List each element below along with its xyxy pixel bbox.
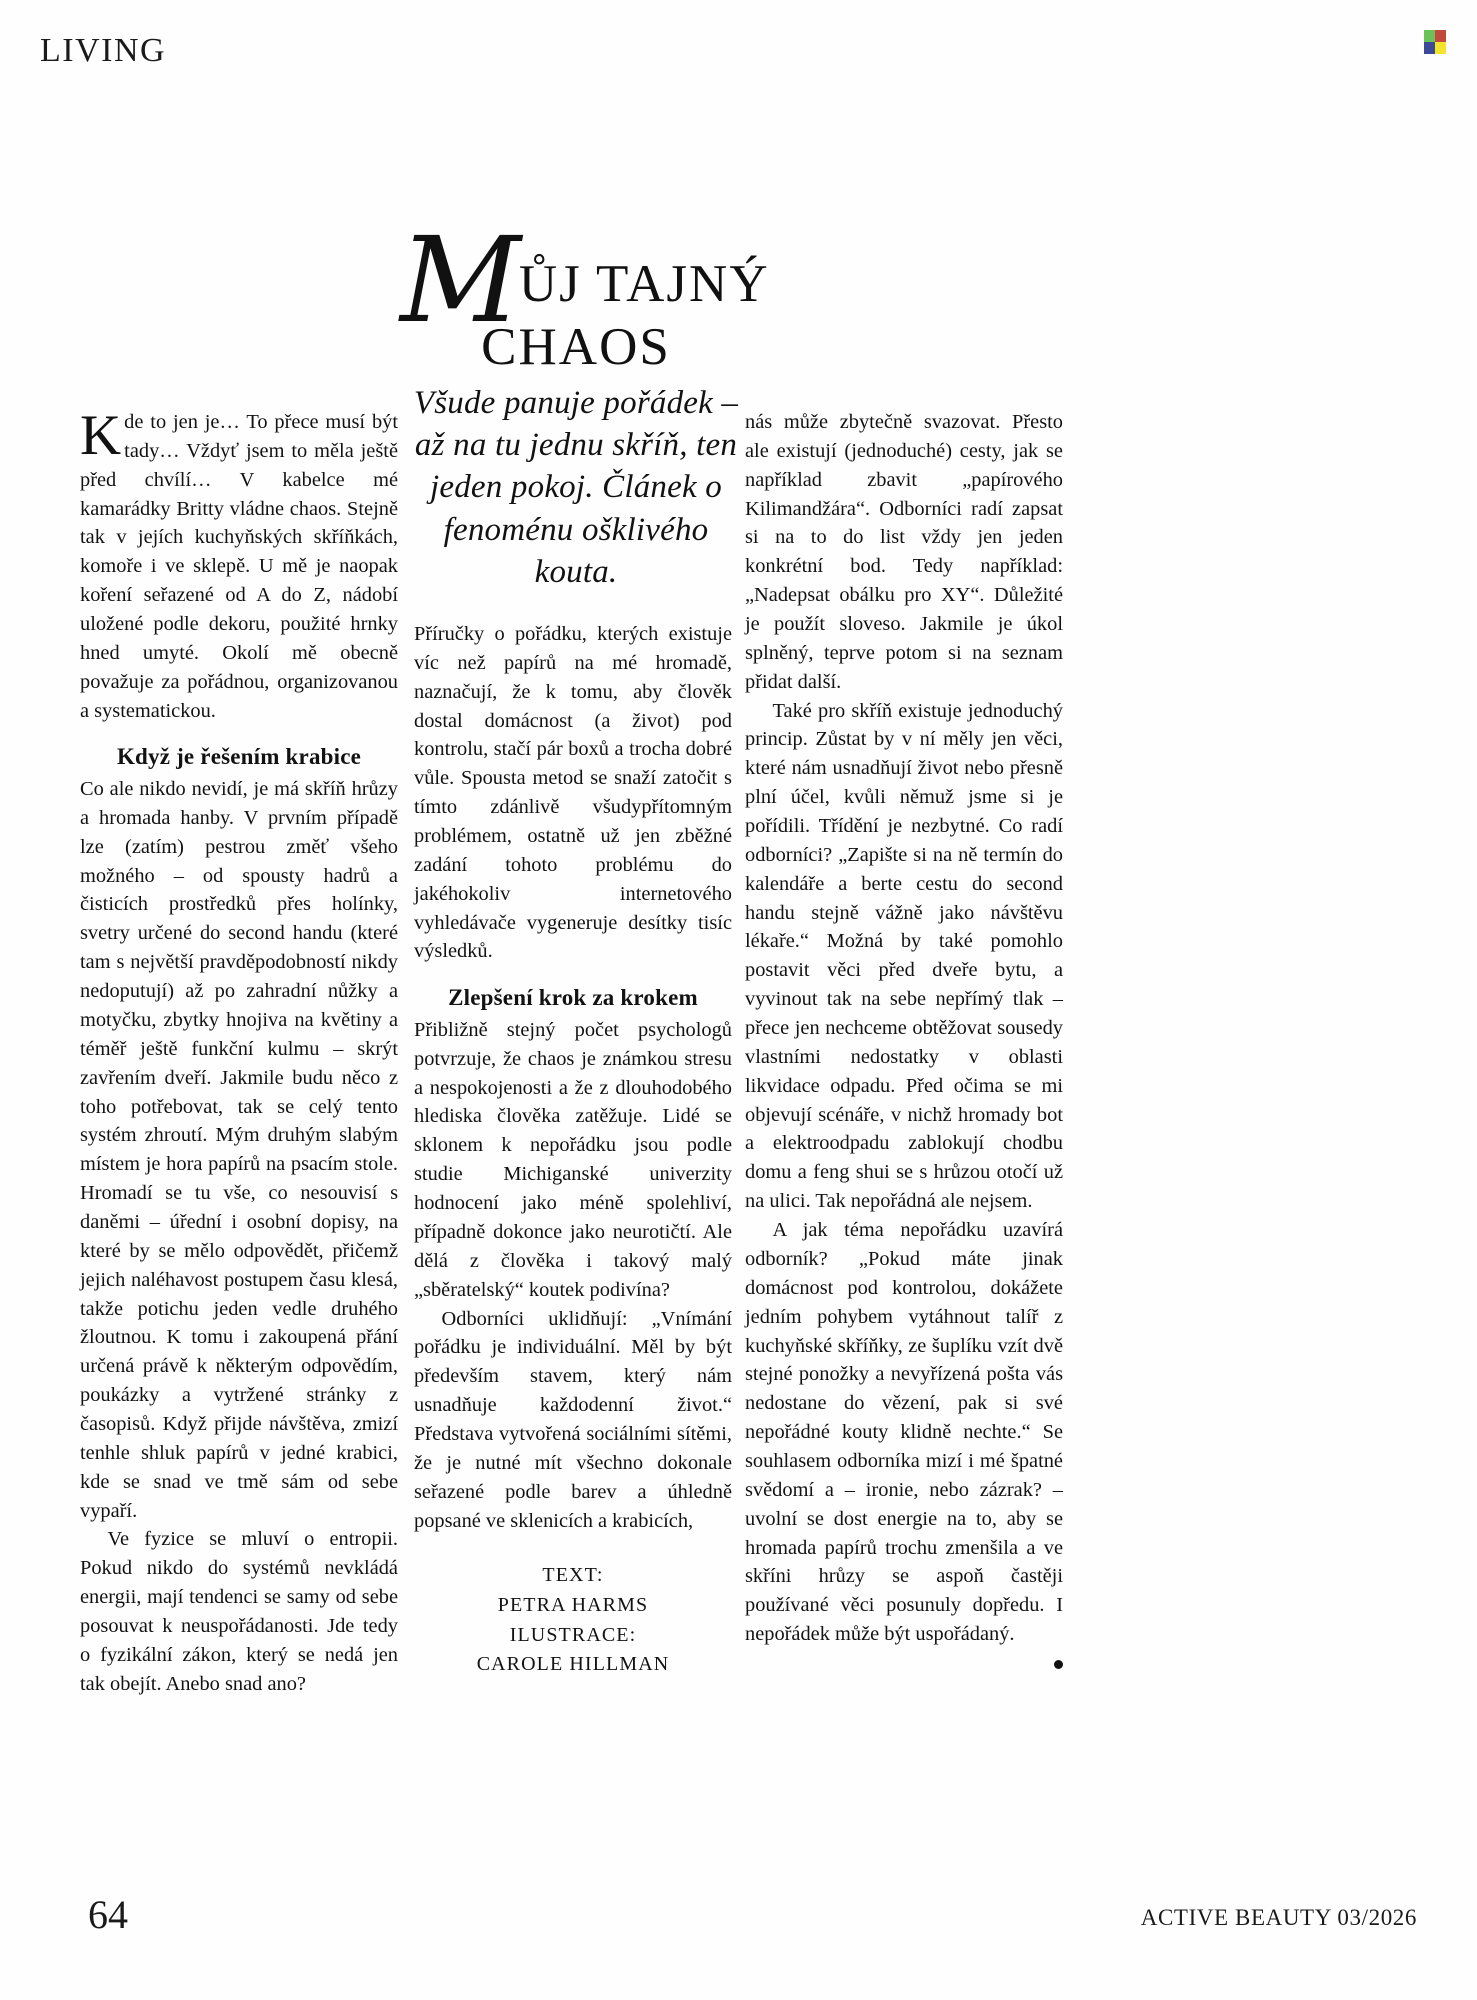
lead-paragraph <box>80 404 398 725</box>
page-number: 64 <box>88 1892 128 1937</box>
paragraph: A jak téma nepořádku uzavírá odborník? „Pokud máte jinak domácnost pod kontrolou, dokážete jedním pohybem vytáhnout talíř z kuchyňské skříňky, ze šuplíku vzít dvě stejné ponožky a nevyřízená pošta vás nedostane do vězení, pak si své nepořádné kouty klidně nechte.“ Se souhlasem odborníka mizí i mé špatné svědomí a – ironie, nebo zázrak? – uvolní se dost energie na to, aby se hromada papírů trochu zmenšila a ve skříni hrůzy se aspoň častěji používané věci posunuly dopředu. I nepořádek může být uspořádaný. <box>745 1219 1063 1646</box>
subhead-left: Když je řešením krabice <box>116 744 362 770</box>
cmyk-registration-swatch-icon <box>1424 30 1446 54</box>
end-dot-icon <box>1054 1660 1063 1669</box>
column-right <box>745 408 1063 1678</box>
paragraph: Co ale nikdo nevidí, je má skříň hrůzy a hromada hanby. V prvním případě lze (zatím) pestrou změť všeho možného – od spousty hadrů a čisticích prostředků přes holínky, svetry určené do second handu (které tam s největší pravděpodobností nikdy nedoputují) až po zahradní nůžky a motyčku, zbytky hnojiva na květiny a téměř ještě funkční kulmu – skrýt zavřením dveří. Jakmile budu něco z toho potřebovat, tak se celý tento systém zhroutí. Mým druhým slabým místem je hora papírů na psacím stole. Hromadí se tu vše, co nesouvisí s daněmi – úřední i osobní dopisy, na které by se mělo odpovědět, přičemž jejich naléhavost postupem času klesá, takže potichu jeden vedle druhého žloutnou. K tomu i zakoupená přání určená právě k některým odpovědím, poukázky a vytržené stránky z časopisů. Když přijde návštěva, zmizí tenhle shluk papírů v jedné krabici, kde se snad ve tmě sám od sebe vypaří. <box>80 778 398 1522</box>
swatch-green <box>1424 30 1435 42</box>
end-of-article-marker <box>745 1649 1063 1678</box>
column-left <box>80 404 398 1699</box>
credit-author: PETRA HARMS <box>497 1593 649 1616</box>
swatch-yellow <box>1435 42 1446 54</box>
headline-dropcap: M <box>400 211 519 349</box>
paragraph: Přibližně stejný počet psychologů potvrzuje, že chaos je známkou stresu a nespokojenosti a že z dlouhodobého hlediska člověka zatěžuje. Lidé se sklonem k nepořádku jsou podle studie Michiganské univerzity hodnocení jako méně spolehliví, případně dokonce jako neurotičtí. Ale dělá z člověka i takový malý „sběratelský“ koutek podivína? <box>414 1018 732 1301</box>
credit-illustration-label: ILUSTRACE: <box>509 1623 637 1646</box>
paragraph: Také pro skříň existuje jednoduchý princip. Zůstat by v ní měly jen věci, které nám usnadňují život nebo přesně plní účel, kvůli němuž jsme si je pořídili. Třídění je nezbytné. Co radí odborníci? „Zapište si na ně termín do kalendáře a berte cestu do second handu stejně vážně jako návštěvu lékaře.“ Možná by také pomohlo postavit věci před dveře bytu, a vyvinout tak na sebe nepřímý tlak – přece jen nechceme obtěžovat sousedy vlastními nedostatky v oblasti likvidace odpadu. Před očima se mi objevují scénáře, v nichž hromady bot a elektroodpadu zablokují chodbu domu a feng shui se s hrůzou otočí už na ulici. Tak nepořádná ale nejsem. <box>745 699 1063 1213</box>
swatch-blue <box>1424 42 1435 54</box>
paragraph: nás může zbytečně svazovat. Přesto ale existují (jednoduché) cesty, jak se například zbavit „papírového Kilimandžára“. Odborníci radí zapsat si na to do list vždy jen jeden konkrétní bod. Tedy například: „Nadepsat obálku pro XY“. Důležité je použít sloveso. Jakmile je úkol splněný, teprve potom si na seznam přidat další. <box>745 411 1063 693</box>
headline-line-1-rest: ŮJ TAJNÝ <box>518 255 770 313</box>
paragraph: Ve fyzice se mluví o entropii. Pokud nikdo do systémů nevkládá energii, mají tendenci se samy od sebe posouvat k neuspořádanosti. Jde tedy o fyzikální zákon, který se nedá jen tak obejít. Anebo snad ano? <box>80 1528 398 1695</box>
article-deck: Všude panuje pořádek – až na tu jednu skříň, ten jeden pokoj. Článek o fenoménu ošklivého kouta. <box>413 385 739 590</box>
headline-line-2: CHAOS <box>481 317 671 376</box>
lead-dropcap: K <box>80 404 122 467</box>
article-credits <box>414 1561 732 1679</box>
paragraph: Odborníci uklidňují: „Vnímání pořádku je individuální. Měl by být především stavem, který nám usnadňuje každodenní život.“ Představa vytvořená sociálními sítěmi, že je nutné mít všechno dokonale seřazené podle barev a úhledně popsané ve sklenicích a krabicích, <box>414 1307 732 1532</box>
credit-illustrator: CAROLE HILLMAN <box>476 1653 670 1676</box>
article-headline <box>400 211 770 376</box>
lead-paragraph-text: de to jen je… To přece musí být tady… Vždyť jsem to měla ještě před chvílí… V kabelce mé kamarádky Britty vládne chaos. Stejně tak v jejích kuchyňských skříňkách, komoře i ve sklepě. U mě je naopak koření seřazené od A do Z, nádobí uložené podle dekoru, použité hrnky hned umyté. Okolí mě obecně považuje za pořádnou, organizovanou a systematickou. <box>80 411 398 722</box>
section-label: LIVING <box>40 32 167 69</box>
column-middle <box>414 620 732 1680</box>
subhead-middle: Zlepšení krok za krokem <box>448 985 698 1011</box>
paragraph: Příručky o pořádku, kterých existuje víc než papírů na mé hromadě, naznačují, že k tomu, aby člověk dostal domácnost (a život) pod kontrolu, stačí pár boxů a trocha dobré vůle. Spousta metod se snaží zatočit s tímto zdánlivě všudypřítomným problémem, ostatně už jen zběžné zadání tohoto problému do jakéhokoliv internetového vyhledávače vygeneruje desítky tisíc výsledků. <box>414 623 732 963</box>
swatch-red <box>1435 30 1446 42</box>
publication-footer: ACTIVE BEAUTY 03/2026 <box>1140 1905 1417 1930</box>
credit-text-label: TEXT: <box>542 1564 604 1587</box>
